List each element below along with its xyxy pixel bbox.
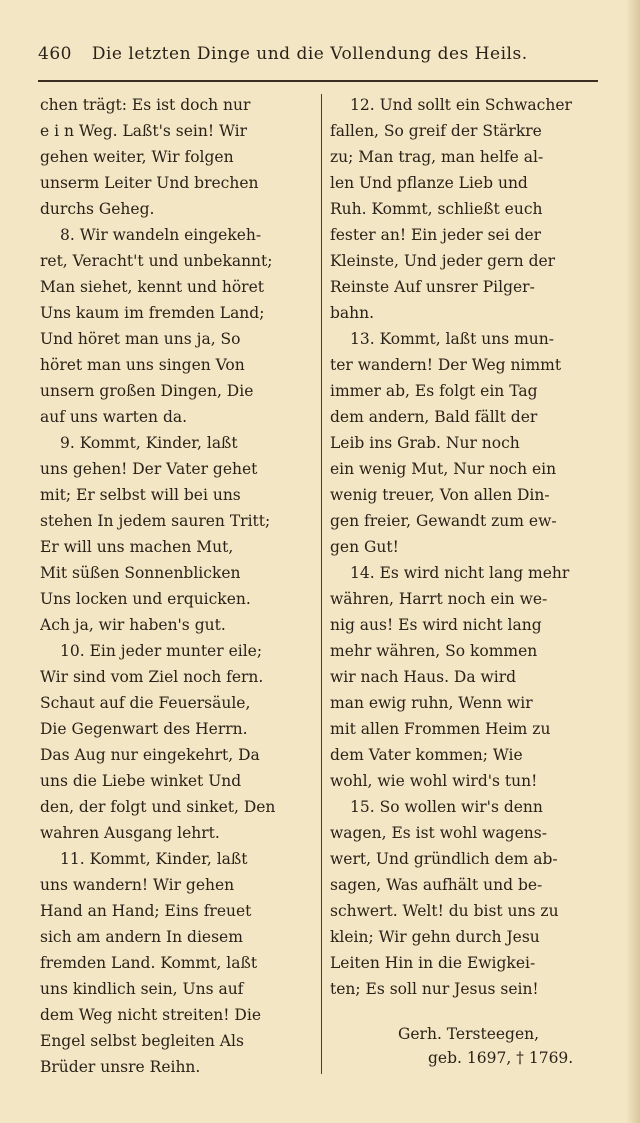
text-line: Ruh. Kommt, schließt euch bbox=[330, 200, 543, 218]
text-line: Hand an Hand; Eins freuet bbox=[40, 902, 252, 920]
author-dates: geb. 1697, † 1769. bbox=[428, 1049, 574, 1067]
text-line: währen, Harrt noch ein we- bbox=[330, 590, 548, 608]
text-line: sich am andern In diesem bbox=[40, 928, 243, 946]
text-line: gen freier, Gewandt zum ew- bbox=[330, 512, 557, 530]
text-line: mit allen Frommen Heim zu bbox=[330, 720, 551, 738]
text-line: Reinste Auf unsrer Pilger- bbox=[330, 278, 535, 296]
text-line: uns gehen! Der Vater gehet bbox=[40, 460, 258, 478]
text-line: Engel selbst begleiten Als bbox=[40, 1032, 244, 1050]
text-line: chen trägt: Es ist doch nur bbox=[40, 96, 251, 114]
text-line: fester an! Ein jeder sei der bbox=[330, 226, 542, 244]
text-line: wir nach Haus. Da wird bbox=[330, 668, 517, 686]
text-line: Uns locken und erquicken. bbox=[40, 590, 251, 608]
text-line: sagen, Was aufhält und be- bbox=[330, 876, 543, 894]
text-line: unserm Leiter Und brechen bbox=[40, 174, 259, 192]
text-line: 10. Ein jeder munter eile; bbox=[60, 642, 263, 660]
text-line: uns wandern! Wir gehen bbox=[40, 876, 235, 894]
text-line: Ach ja, wir haben's gut. bbox=[40, 616, 226, 634]
column-divider bbox=[321, 94, 322, 1074]
text-line: dem Weg nicht streiten! Die bbox=[40, 1006, 261, 1024]
header-rule bbox=[38, 80, 598, 82]
page-number: 460 bbox=[38, 44, 72, 64]
page-edge-shadow bbox=[626, 0, 640, 1123]
text-line: Leib ins Grab. Nur noch bbox=[330, 434, 520, 452]
text-line: Und höret man uns ja, So bbox=[40, 330, 241, 348]
text-line: immer ab, Es folgt ein Tag bbox=[330, 382, 538, 400]
text-line: 14. Es wird nicht lang mehr bbox=[350, 564, 570, 582]
text-line: stehen In jedem sauren Tritt; bbox=[40, 512, 271, 530]
text-line: 11. Kommt, Kinder, laßt bbox=[60, 850, 248, 868]
text-line: dem andern, Bald fällt der bbox=[330, 408, 538, 426]
text-line: Schaut auf die Feuersäule, bbox=[40, 694, 251, 712]
text-line: nig aus! Es wird nicht lang bbox=[330, 616, 542, 634]
right-column bbox=[330, 92, 602, 1002]
text-line: mehr währen, So kommen bbox=[330, 642, 538, 660]
text-line: klein; Wir gehn durch Jesu bbox=[330, 928, 540, 946]
text-line: Brüder unsre Reihn. bbox=[40, 1058, 201, 1076]
text-line: durchs Geheg. bbox=[40, 200, 155, 218]
text-line: wenig treuer, Von allen Din- bbox=[330, 486, 550, 504]
text-line: schwert. Welt! du bist uns zu bbox=[330, 902, 559, 920]
text-line: zu; Man trag, man helfe al- bbox=[330, 148, 544, 166]
text-line: uns die Liebe winket Und bbox=[40, 772, 242, 790]
text-line: auf uns warten da. bbox=[40, 408, 188, 426]
text-line: man ewig ruhn, Wenn wir bbox=[330, 694, 533, 712]
text-line: 12. Und sollt ein Schwacher bbox=[350, 96, 572, 114]
text-line: ter wandern! Der Weg nimmt bbox=[330, 356, 562, 374]
text-line: bahn. bbox=[330, 304, 375, 322]
text-line: Man siehet, kennt und höret bbox=[40, 278, 264, 296]
text-line: uns kindlich sein, Uns auf bbox=[40, 980, 244, 998]
author-name: Gerh. Tersteegen, bbox=[398, 1025, 540, 1043]
text-line: höret man uns singen Von bbox=[40, 356, 245, 374]
text-line: wagen, Es ist wohl wagens- bbox=[330, 824, 547, 842]
text-line: mit; Er selbst will bei uns bbox=[40, 486, 241, 504]
text-line: wohl, wie wohl wird's tun! bbox=[330, 772, 538, 790]
text-line: unsern großen Dingen, Die bbox=[40, 382, 254, 400]
text-line: dem Vater kommen; Wie bbox=[330, 746, 523, 764]
text-line: gen Gut! bbox=[330, 538, 399, 556]
text-line: den, der folgt und sinket, Den bbox=[40, 798, 276, 816]
text-line: 13. Kommt, laßt uns mun- bbox=[350, 330, 555, 348]
left-column bbox=[40, 92, 312, 1080]
text-line: Das Aug nur eingekehrt, Da bbox=[40, 746, 260, 764]
text-line: Wir sind vom Ziel noch fern. bbox=[40, 668, 264, 686]
text-line: ten; Es soll nur Jesus sein! bbox=[330, 980, 539, 998]
text-line: fremden Land. Kommt, laßt bbox=[40, 954, 258, 972]
text-line: Die Gegenwart des Herrn. bbox=[40, 720, 248, 738]
text-line: Kleinste, Und jeder gern der bbox=[330, 252, 556, 270]
text-line: Uns kaum im fremden Land; bbox=[40, 304, 265, 322]
text-line: 15. So wollen wir's denn bbox=[350, 798, 543, 816]
running-title: Die letzten Dinge und die Vollendung des Heils. bbox=[91, 44, 528, 64]
text-line: fallen, So greif der Stärkre bbox=[330, 122, 542, 140]
text-line: Er will uns machen Mut, bbox=[40, 538, 234, 556]
text-line: Leiten Hin in die Ewigkei- bbox=[330, 954, 536, 972]
text-line: len Und pflanze Lieb und bbox=[330, 174, 528, 192]
page-header bbox=[38, 44, 598, 64]
text-line: 9. Kommt, Kinder, laßt bbox=[60, 434, 238, 452]
text-line: gehen weiter, Wir folgen bbox=[40, 148, 234, 166]
text-line: wert, Und gründlich dem ab- bbox=[330, 850, 558, 868]
text-line: Mit süßen Sonnenblicken bbox=[40, 564, 241, 582]
text-line: ret, Veracht't und unbekannt; bbox=[40, 252, 273, 270]
text-line: wahren Ausgang lehrt. bbox=[40, 824, 220, 842]
text-line: ein wenig Mut, Nur noch ein bbox=[330, 460, 557, 478]
author-attribution bbox=[370, 1022, 610, 1070]
text-line: 8. Wir wandeln eingekeh- bbox=[60, 226, 262, 244]
text-line: e i n Weg. Laßt's sein! Wir bbox=[40, 122, 248, 140]
